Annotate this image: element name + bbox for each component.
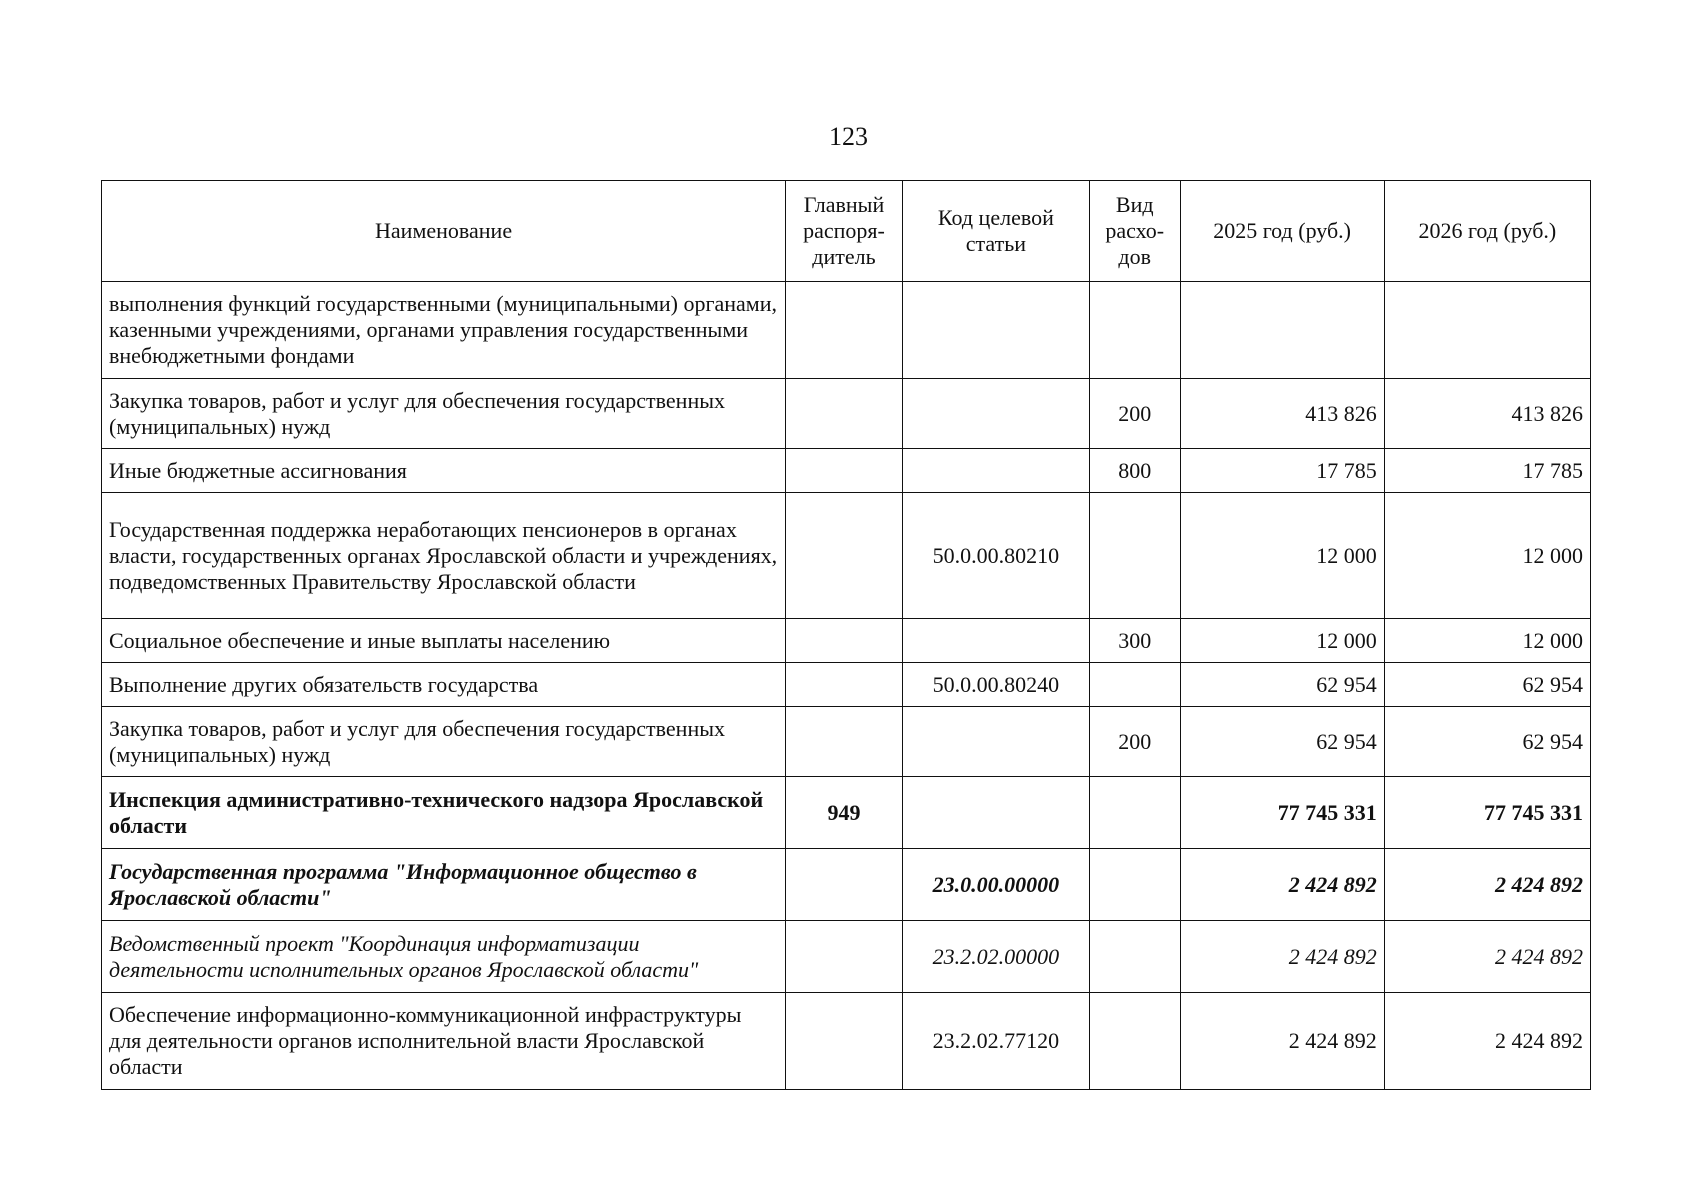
cell-code xyxy=(902,449,1089,493)
header-2026: 2026 год (руб.) xyxy=(1384,181,1590,282)
cell-2026: 62 954 xyxy=(1384,707,1590,777)
cell-manager xyxy=(786,449,903,493)
cell-name: Инспекция административно-технического надзора Ярославской области xyxy=(102,777,786,849)
table-body xyxy=(102,282,1591,1090)
cell-2025: 2 424 892 xyxy=(1180,849,1384,921)
cell-expense-type xyxy=(1089,849,1180,921)
cell-2026: 413 826 xyxy=(1384,379,1590,449)
cell-manager xyxy=(786,921,903,993)
table-row xyxy=(102,663,1591,707)
cell-manager xyxy=(786,619,903,663)
table-row xyxy=(102,777,1591,849)
cell-2026: 2 424 892 xyxy=(1384,993,1590,1090)
cell-name: Обеспечение информационно-коммуникационной инфраструктуры для деятельности органов исполнительной власти Ярославской области xyxy=(102,993,786,1090)
cell-code xyxy=(902,777,1089,849)
cell-manager xyxy=(786,849,903,921)
table-row xyxy=(102,849,1591,921)
header-name: Наименование xyxy=(102,181,786,282)
cell-2025: 17 785 xyxy=(1180,449,1384,493)
cell-manager xyxy=(786,379,903,449)
cell-name: Закупка товаров, работ и услуг для обеспечения государственных (муниципальных) нужд xyxy=(102,379,786,449)
cell-2025: 77 745 331 xyxy=(1180,777,1384,849)
cell-expense-type xyxy=(1089,282,1180,379)
cell-expense-type xyxy=(1089,663,1180,707)
cell-name: Ведомственный проект "Координация информатизации деятельности исполнительных органов Ярославской области" xyxy=(102,921,786,993)
table-row xyxy=(102,921,1591,993)
cell-2026: 12 000 xyxy=(1384,619,1590,663)
cell-expense-type: 800 xyxy=(1089,449,1180,493)
cell-code xyxy=(902,619,1089,663)
cell-name: Закупка товаров, работ и услуг для обеспечения государственных (муниципальных) нужд xyxy=(102,707,786,777)
cell-name: Государственная поддержка неработающих пенсионеров в органах власти, государственных органах Ярославской области и учреждениях, подведомственных Правительству Ярославской области xyxy=(102,493,786,619)
table-row xyxy=(102,993,1591,1090)
cell-code: 50.0.00.80210 xyxy=(902,493,1089,619)
cell-name: Выполнение других обязательств государства xyxy=(102,663,786,707)
page-number: 123 xyxy=(829,122,868,151)
cell-code xyxy=(902,379,1089,449)
cell-name: Социальное обеспечение и иные выплаты населению xyxy=(102,619,786,663)
cell-code: 23.0.00.00000 xyxy=(902,849,1089,921)
cell-expense-type xyxy=(1089,921,1180,993)
cell-2025: 62 954 xyxy=(1180,707,1384,777)
cell-2025 xyxy=(1180,282,1384,379)
cell-code xyxy=(902,707,1089,777)
cell-manager xyxy=(786,282,903,379)
header-manager: Главный распоря-дитель xyxy=(786,181,903,282)
table-row xyxy=(102,282,1591,379)
table-row xyxy=(102,619,1591,663)
cell-expense-type xyxy=(1089,493,1180,619)
cell-2026: 62 954 xyxy=(1384,663,1590,707)
cell-code: 50.0.00.80240 xyxy=(902,663,1089,707)
cell-code xyxy=(902,282,1089,379)
cell-expense-type xyxy=(1089,993,1180,1090)
cell-2026: 17 785 xyxy=(1384,449,1590,493)
cell-2026: 2 424 892 xyxy=(1384,921,1590,993)
table-row xyxy=(102,707,1591,777)
table-row xyxy=(102,379,1591,449)
table-row xyxy=(102,493,1591,619)
cell-manager xyxy=(786,493,903,619)
cell-code: 23.2.02.77120 xyxy=(902,993,1089,1090)
cell-name: Иные бюджетные ассигнования xyxy=(102,449,786,493)
cell-2025: 12 000 xyxy=(1180,619,1384,663)
cell-2025: 12 000 xyxy=(1180,493,1384,619)
header-code: Код целевой статьи xyxy=(902,181,1089,282)
header-expense-type: Вид расхо-дов xyxy=(1089,181,1180,282)
cell-2025: 2 424 892 xyxy=(1180,993,1384,1090)
cell-expense-type: 200 xyxy=(1089,707,1180,777)
header-2025: 2025 год (руб.) xyxy=(1180,181,1384,282)
cell-manager xyxy=(786,707,903,777)
cell-2026 xyxy=(1384,282,1590,379)
budget-table xyxy=(101,180,1591,1090)
cell-expense-type xyxy=(1089,777,1180,849)
cell-code: 23.2.02.00000 xyxy=(902,921,1089,993)
cell-2025: 2 424 892 xyxy=(1180,921,1384,993)
cell-2026: 12 000 xyxy=(1384,493,1590,619)
cell-2025: 62 954 xyxy=(1180,663,1384,707)
cell-2026: 77 745 331 xyxy=(1384,777,1590,849)
table-header-row xyxy=(102,181,1591,282)
cell-name: Государственная программа "Информационное общество в Ярославской области" xyxy=(102,849,786,921)
table-row xyxy=(102,449,1591,493)
cell-manager: 949 xyxy=(786,777,903,849)
cell-manager xyxy=(786,663,903,707)
cell-expense-type: 300 xyxy=(1089,619,1180,663)
cell-2026: 2 424 892 xyxy=(1384,849,1590,921)
cell-name: выполнения функций государственными (муниципальными) органами, казенными учреждениями, органами управления государственными внебюджетными фондами xyxy=(102,282,786,379)
cell-expense-type: 200 xyxy=(1089,379,1180,449)
cell-manager xyxy=(786,993,903,1090)
cell-2025: 413 826 xyxy=(1180,379,1384,449)
